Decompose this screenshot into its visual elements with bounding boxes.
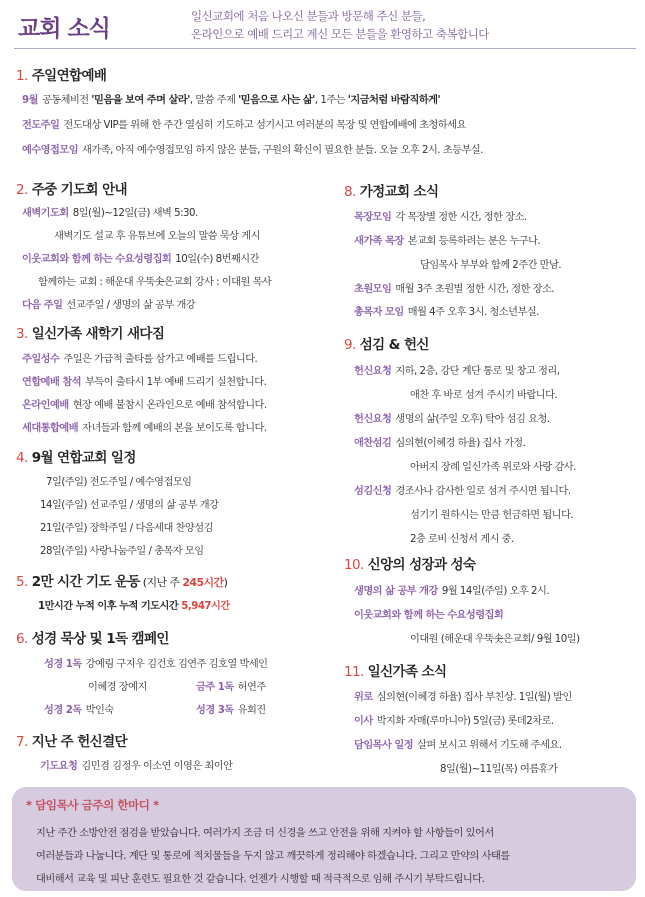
section-1-line-2: 전도주일 전도대상 VIP를 위해 한 주간 열심히 기도하고 섬기시고 여러분의 목장 및 연합예배에 초청하세요 <box>22 120 466 131</box>
section-9-line-7: 섬기기 원하시는 만큼 헌금하면 됩니다. <box>410 510 574 521</box>
section-8-line-3: 담임목사 부부와 함께 2주간 만남. <box>420 260 562 271</box>
section-3-line-3: 온라인예배 현장 예배 불참시 온라인으로 예배 참석합니다. <box>22 400 267 411</box>
prayer-total: 1만시간 누적 이후 누적 기도시간 5,947시간 <box>38 601 230 612</box>
section-11-heading: 11. 일신가족 소식 <box>344 664 447 680</box>
page-title: 교회 소식 <box>18 16 110 42</box>
section-2-heading: 2. 주중 기도회 안내 <box>16 182 127 198</box>
section-3-line-2: 연합예배 참석 부득이 출타시 1부 예배 드리기 실천합니다. <box>22 377 267 388</box>
section-2-line-2: 새벽기도 설교 후 유튜브에 오늘의 말씀 묵상 게시 <box>54 231 260 242</box>
section-6-line-1: 성경 1독 강예림 구지우 김건호 김연주 김호열 박세인 <box>44 659 268 670</box>
schedule-item-2: 14일(주일) 선교주일 / 생명의 삶 공부 개강 <box>40 500 219 511</box>
section-8-heading: 8. 가정교회 소식 <box>344 184 439 200</box>
section-9-line-2: 애찬 후 바로 섬겨 주시기 바랍니다. <box>410 390 558 401</box>
schedule-item-1: 7일(주일) 전도주일 / 예수영접모임 <box>46 477 192 488</box>
section-6-line-3: 성경 2독 박인숙 <box>44 705 114 716</box>
welcome-line-1: 일신교회에 처음 나오신 분들과 방문해 주신 분들, <box>191 9 426 23</box>
welcome-line-2: 온라인으로 예배 드리고 계신 모든 분들을 환영하고 축복합니다 <box>191 27 489 41</box>
section-1-line-3: 예수영접모임 새가족, 아직 예수영접모임 하지 않은 분들, 구원의 확신이 필요한 분들. 오늘 오후 2시. 초등부실. <box>22 145 483 156</box>
section-8-line-2: 새가족 목장 본교회 등록하려는 분은 누구나. <box>354 236 541 247</box>
section-9-line-4: 애찬섬김 심의현(이혜경 하율) 집사 가정. <box>354 438 526 449</box>
pastor-notice-line-2: 여러분들과 나눕니다. 계단 및 통로에 적치물들을 두지 않고 깨끗하게 정리해야 하겠습니다. 그리고 만약의 사태를 <box>36 851 510 862</box>
schedule-item-3: 21일(주일) 장학주일 / 다음세대 찬양섬김 <box>40 523 213 534</box>
section-9-line-3: 헌신요청 생명의 삶(주일 오후) 탁아 섬김 요청. <box>354 414 550 425</box>
schedule-item-4: 28일(주일) 사랑나눔주일 / 총목자 모임 <box>40 546 204 557</box>
pastor-notice-line-1: 지난 주간 소방안전 점검을 받았습니다. 여러가지 조금 더 신경을 쓰고 안전을 위해 지켜야 할 사항들이 있어서 <box>36 828 494 839</box>
section-10-line-2: 이웃교회와 함께 하는 수요성령집회 <box>354 610 504 621</box>
section-7-heading: 7. 지난 주 헌신결단 <box>16 734 127 750</box>
pastor-notice-line-3: 대비해서 교육 및 피난 훈련도 필요한 것 같습니다. 언젠가 시행할 때 적극적으로 임해 주시기 부탁드립니다. <box>36 874 485 885</box>
section-4-heading: 4. 9월 연합교회 일정 <box>16 450 136 466</box>
section-6-line-3b: 성경 3독 유회진 <box>196 705 266 716</box>
section-5-heading: 5. 2만 시간 기도 운동 (지난 주 245시간) <box>16 574 228 590</box>
section-3-line-4: 세대통합예배 자녀들과 함께 예배의 본을 보이도록 합니다. <box>22 423 267 434</box>
section-3-line-1: 주일성수 주일은 가급적 출타를 삼가고 예배를 드립니다. <box>22 354 258 365</box>
section-10-heading: 10. 신앙의 성장과 성숙 <box>344 557 476 573</box>
section-3-heading: 3. 일신가족 새학기 새다짐 <box>16 326 165 342</box>
section-6-line-2: 이혜경 장예지 <box>88 682 147 693</box>
section-8-line-5: 총목자 모임 매월 4주 오후 3시. 청소년부실. <box>354 307 539 318</box>
section-11-line-3: 담임목사 일정 살펴 보시고 위해서 기도해 주세요. <box>354 740 562 751</box>
section-9-line-5: 아버지 장례 일신가족 위로와 사랑 감사. <box>410 462 576 473</box>
section-9-heading: 9. 섬김 & 헌신 <box>344 337 429 353</box>
section-2-line-4: 함께하는 교회 : 해운대 우뚝솟은교회 강사 : 이대원 목사 <box>38 277 272 288</box>
section-2-line-1: 새벽기도회 8일(월)~12일(금) 새벽 5:30. <box>22 208 198 219</box>
section-6-heading: 6. 성경 묵상 및 1독 캠페인 <box>16 631 169 647</box>
section-11-line-1: 위로 심의현(이혜경 하율) 집사 부친상. 1일(월) 발인 <box>354 692 572 703</box>
pastor-notice-title: * 담임목사 금주의 한마디 * <box>26 798 159 812</box>
section-1-line-1: 9월 공동체비전 '믿음을 보여 주며 살라', 말씀 주제 '믿음으로 사는 삶', 1주는 '지금처럼 바람직하게' <box>22 95 441 106</box>
header-divider <box>14 48 636 49</box>
section-2-line-5: 다음 주일 선교주일 / 생명의 삶 공부 개강 <box>22 300 196 311</box>
section-7-line-1: 기도요청 김민겸 김정우 이소연 이영은 최이안 <box>40 761 233 772</box>
section-10-line-1: 생명의 삶 공부 개강 9월 14일(주일) 오후 2시. <box>354 586 550 597</box>
section-9-line-8: 2층 로비 신청서 게시 중. <box>410 534 514 545</box>
section-9-line-6: 섬김신청 경조사나 감사한 일로 섬겨 주시면 됩니다. <box>354 486 571 497</box>
section-8-line-4: 초원모임 매월 3주 초원별 정한 시간, 정한 장소. <box>354 284 555 295</box>
section-10-line-3: 이대원 (해운대 우뚝솟은교회/ 9월 10일) <box>410 634 580 645</box>
section-11-line-2: 이사 박지화 자매(루마니아) 5일(금) 롯데2차로. <box>354 716 554 727</box>
section-11-line-4: 8일(월)~11일(목) 여름휴가 <box>440 764 558 775</box>
section-9-line-1: 헌신요청 지하, 2층, 강단 계단 통로 및 창고 정리, <box>354 366 560 377</box>
section-1-heading: 1. 주일연합예배 <box>16 68 107 84</box>
section-8-line-1: 목장모임 각 목장별 정한 시간, 정한 장소. <box>354 212 527 223</box>
section-6-line-2b: 금주 1독 허연주 <box>196 682 266 693</box>
section-2-line-3: 이웃교회와 함께 하는 수요성령집회 10일(수) 8번째시간 <box>22 254 259 265</box>
